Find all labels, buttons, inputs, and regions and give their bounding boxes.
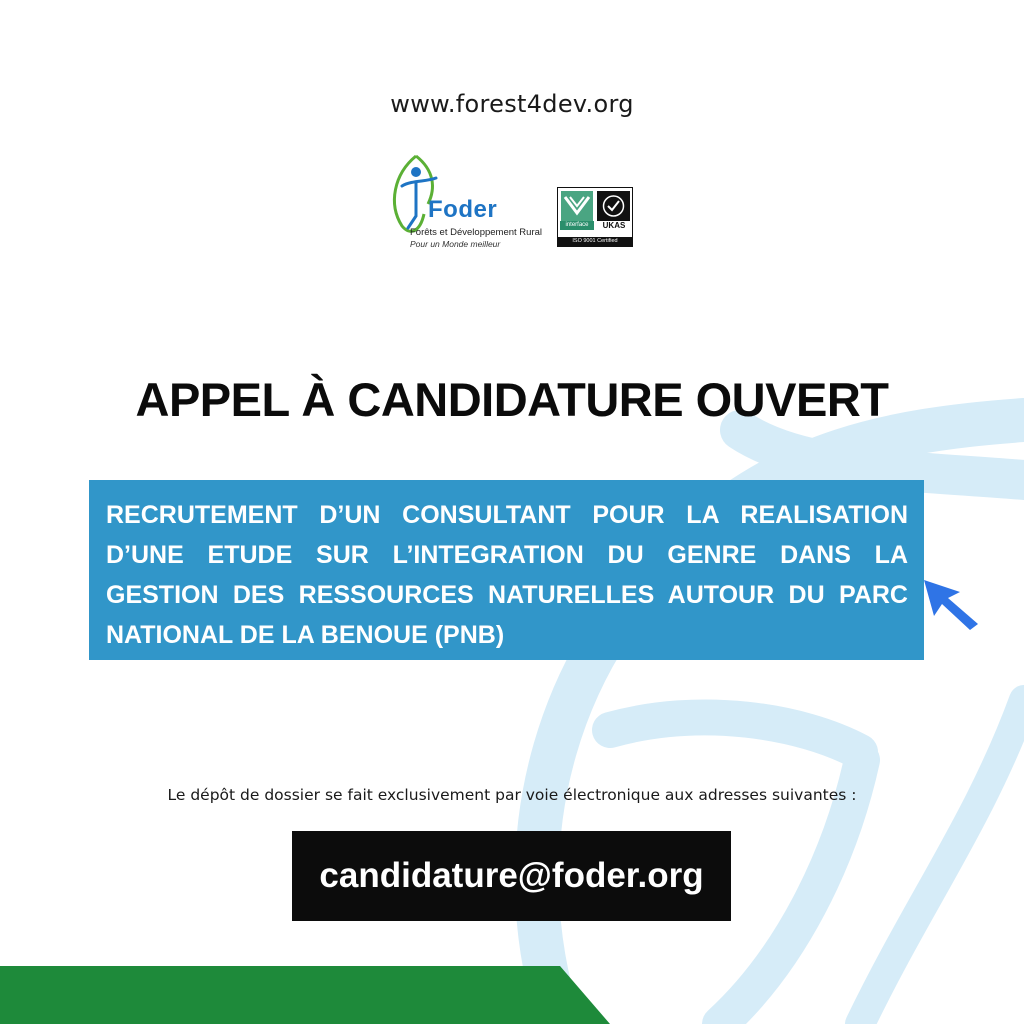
- cursor-arrow-icon: [920, 576, 986, 632]
- iso-footer-label: ISO 9001 Certified: [558, 237, 632, 246]
- website-url[interactable]: www.forest4dev.org: [390, 90, 634, 118]
- ukas-crown-icon: [597, 191, 630, 221]
- interface-label: interface: [560, 221, 594, 230]
- green-footer-band: [0, 966, 610, 1024]
- ukas-label: UKAS: [602, 221, 626, 230]
- iso-certification-badge: [557, 187, 633, 247]
- email-address[interactable]: candidature@foder.org: [319, 856, 704, 895]
- job-description-box: [89, 480, 924, 660]
- leaf-right-edge: [860, 700, 1024, 1024]
- interface-check-icon: [561, 191, 593, 221]
- foder-logo-subtitle: Forêts et Développement Rural: [410, 227, 543, 238]
- deposit-instructions: Le dépôt de dossier se fait exclusivement par voie électronique aux adresses suivantes :: [167, 786, 857, 804]
- job-description-text: RECRUTEMENT D’UN CONSULTANT POUR LA REALISATION D’UNE ETUDE SUR L’INTEGRATION DU GENRE DANS LA GESTION DES RESSOURCES NATURELLES AUTOUR DU PARC NATIONAL DE LA BENOUE (PNB): [106, 501, 908, 649]
- foder-logo-text: Foder: [428, 196, 498, 223]
- page-title: APPEL À CANDIDATURE OUVERT: [135, 373, 889, 426]
- email-button[interactable]: [292, 831, 731, 921]
- leaf-figure-arm: [610, 717, 860, 752]
- foder-logo-tagline: Pour un Monde meilleur: [410, 239, 501, 249]
